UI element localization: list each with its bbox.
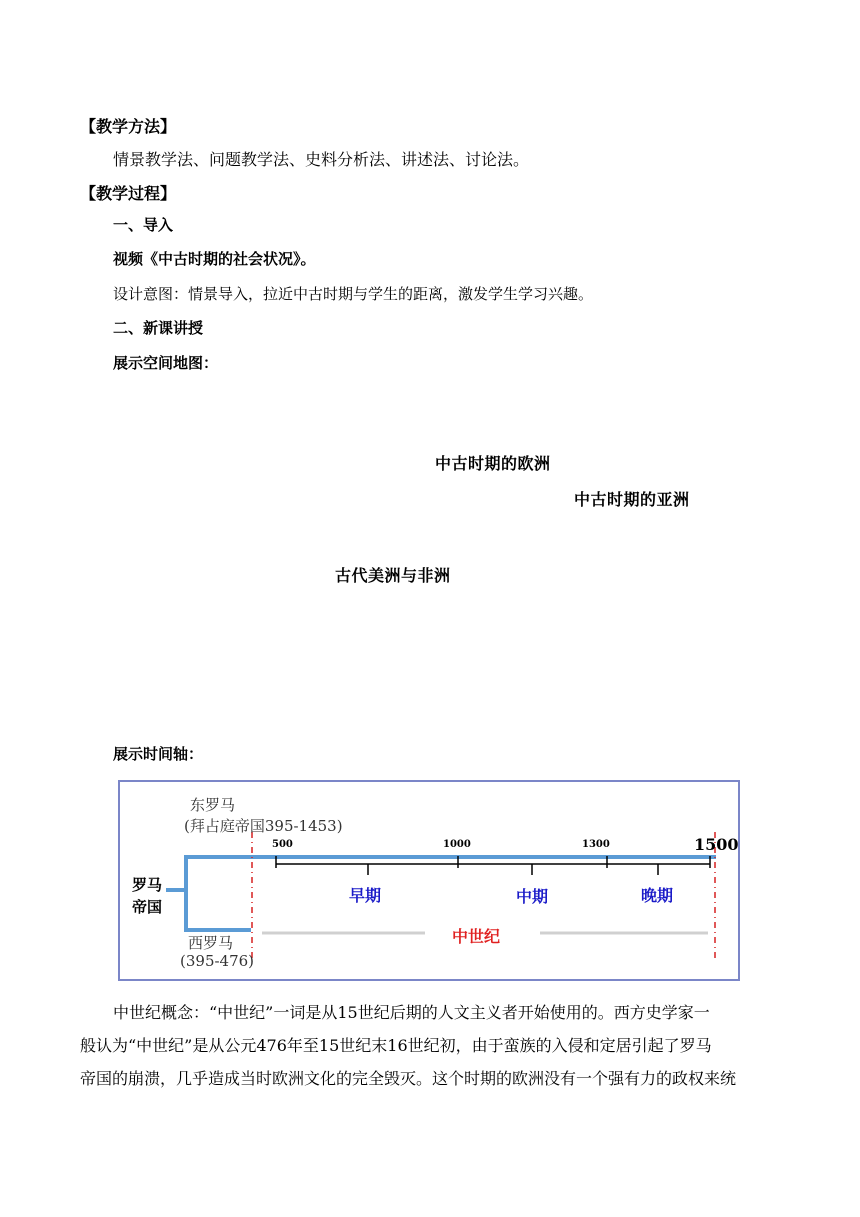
concept-line-1: 中世纪概念：“中世纪”一词是从15世纪后期的人文主义者开始使用的。西方史学家一 xyxy=(113,1003,710,1022)
show-timeline-label: 展示时间轴： xyxy=(113,745,204,763)
tick-label-1300: 1300 xyxy=(582,839,610,850)
tick-label-1000: 1000 xyxy=(443,839,471,850)
middle-ages-label: 中世纪 xyxy=(452,927,501,946)
process-heading: 【教学过程】 xyxy=(80,184,177,203)
show-map-label: 展示空间地图： xyxy=(113,354,219,372)
map-caption-americas-africa: 古代美洲与非洲 xyxy=(335,566,451,585)
west-rome-subtitle: (395-476) xyxy=(180,952,255,970)
map-caption-europe: 中古时期的欧洲 xyxy=(435,454,551,473)
intro-title: 一、导入 xyxy=(113,216,174,234)
west-rome-label: 西罗马 xyxy=(188,934,234,952)
concept-line-3: 帝国的崩溃，几乎造成当时欧洲文化的完全毁灭。这个时期的欧洲没有一个强有力的政权来统 xyxy=(80,1069,737,1088)
tick-label-1500: 1500 xyxy=(694,835,739,854)
timeline-figure xyxy=(118,780,740,981)
period-early: 早期 xyxy=(349,886,382,905)
video-line: 视频《中古时期的社会状况》。 xyxy=(113,250,316,268)
method-heading: 【教学方法】 xyxy=(80,117,177,136)
concept-line-2: 般认为“中世纪”是从公元476年至15世纪末16世纪初，由于蛮族的入侵和定居引起了罗马 xyxy=(80,1036,712,1055)
method-text: 情景教学法、问题教学法、史料分析法、讲述法、讨论法。 xyxy=(113,150,530,169)
period-late: 晚期 xyxy=(641,886,674,905)
map-caption-asia: 中古时期的亚洲 xyxy=(574,490,690,509)
tick-label-500: 500 xyxy=(272,839,293,850)
design-intent: 设计意图：情景导入，拉近中古时期与学生的距离，激发学生学习兴趣。 xyxy=(113,285,594,303)
east-rome-subtitle: (拜占庭帝国395-1453) xyxy=(184,817,343,835)
new-lesson-title: 二、新课讲授 xyxy=(113,319,204,337)
east-rome-label: 东罗马 xyxy=(190,796,236,814)
roman-empire-label: 罗马 帝国 xyxy=(132,876,163,916)
period-middle: 中期 xyxy=(516,887,549,906)
